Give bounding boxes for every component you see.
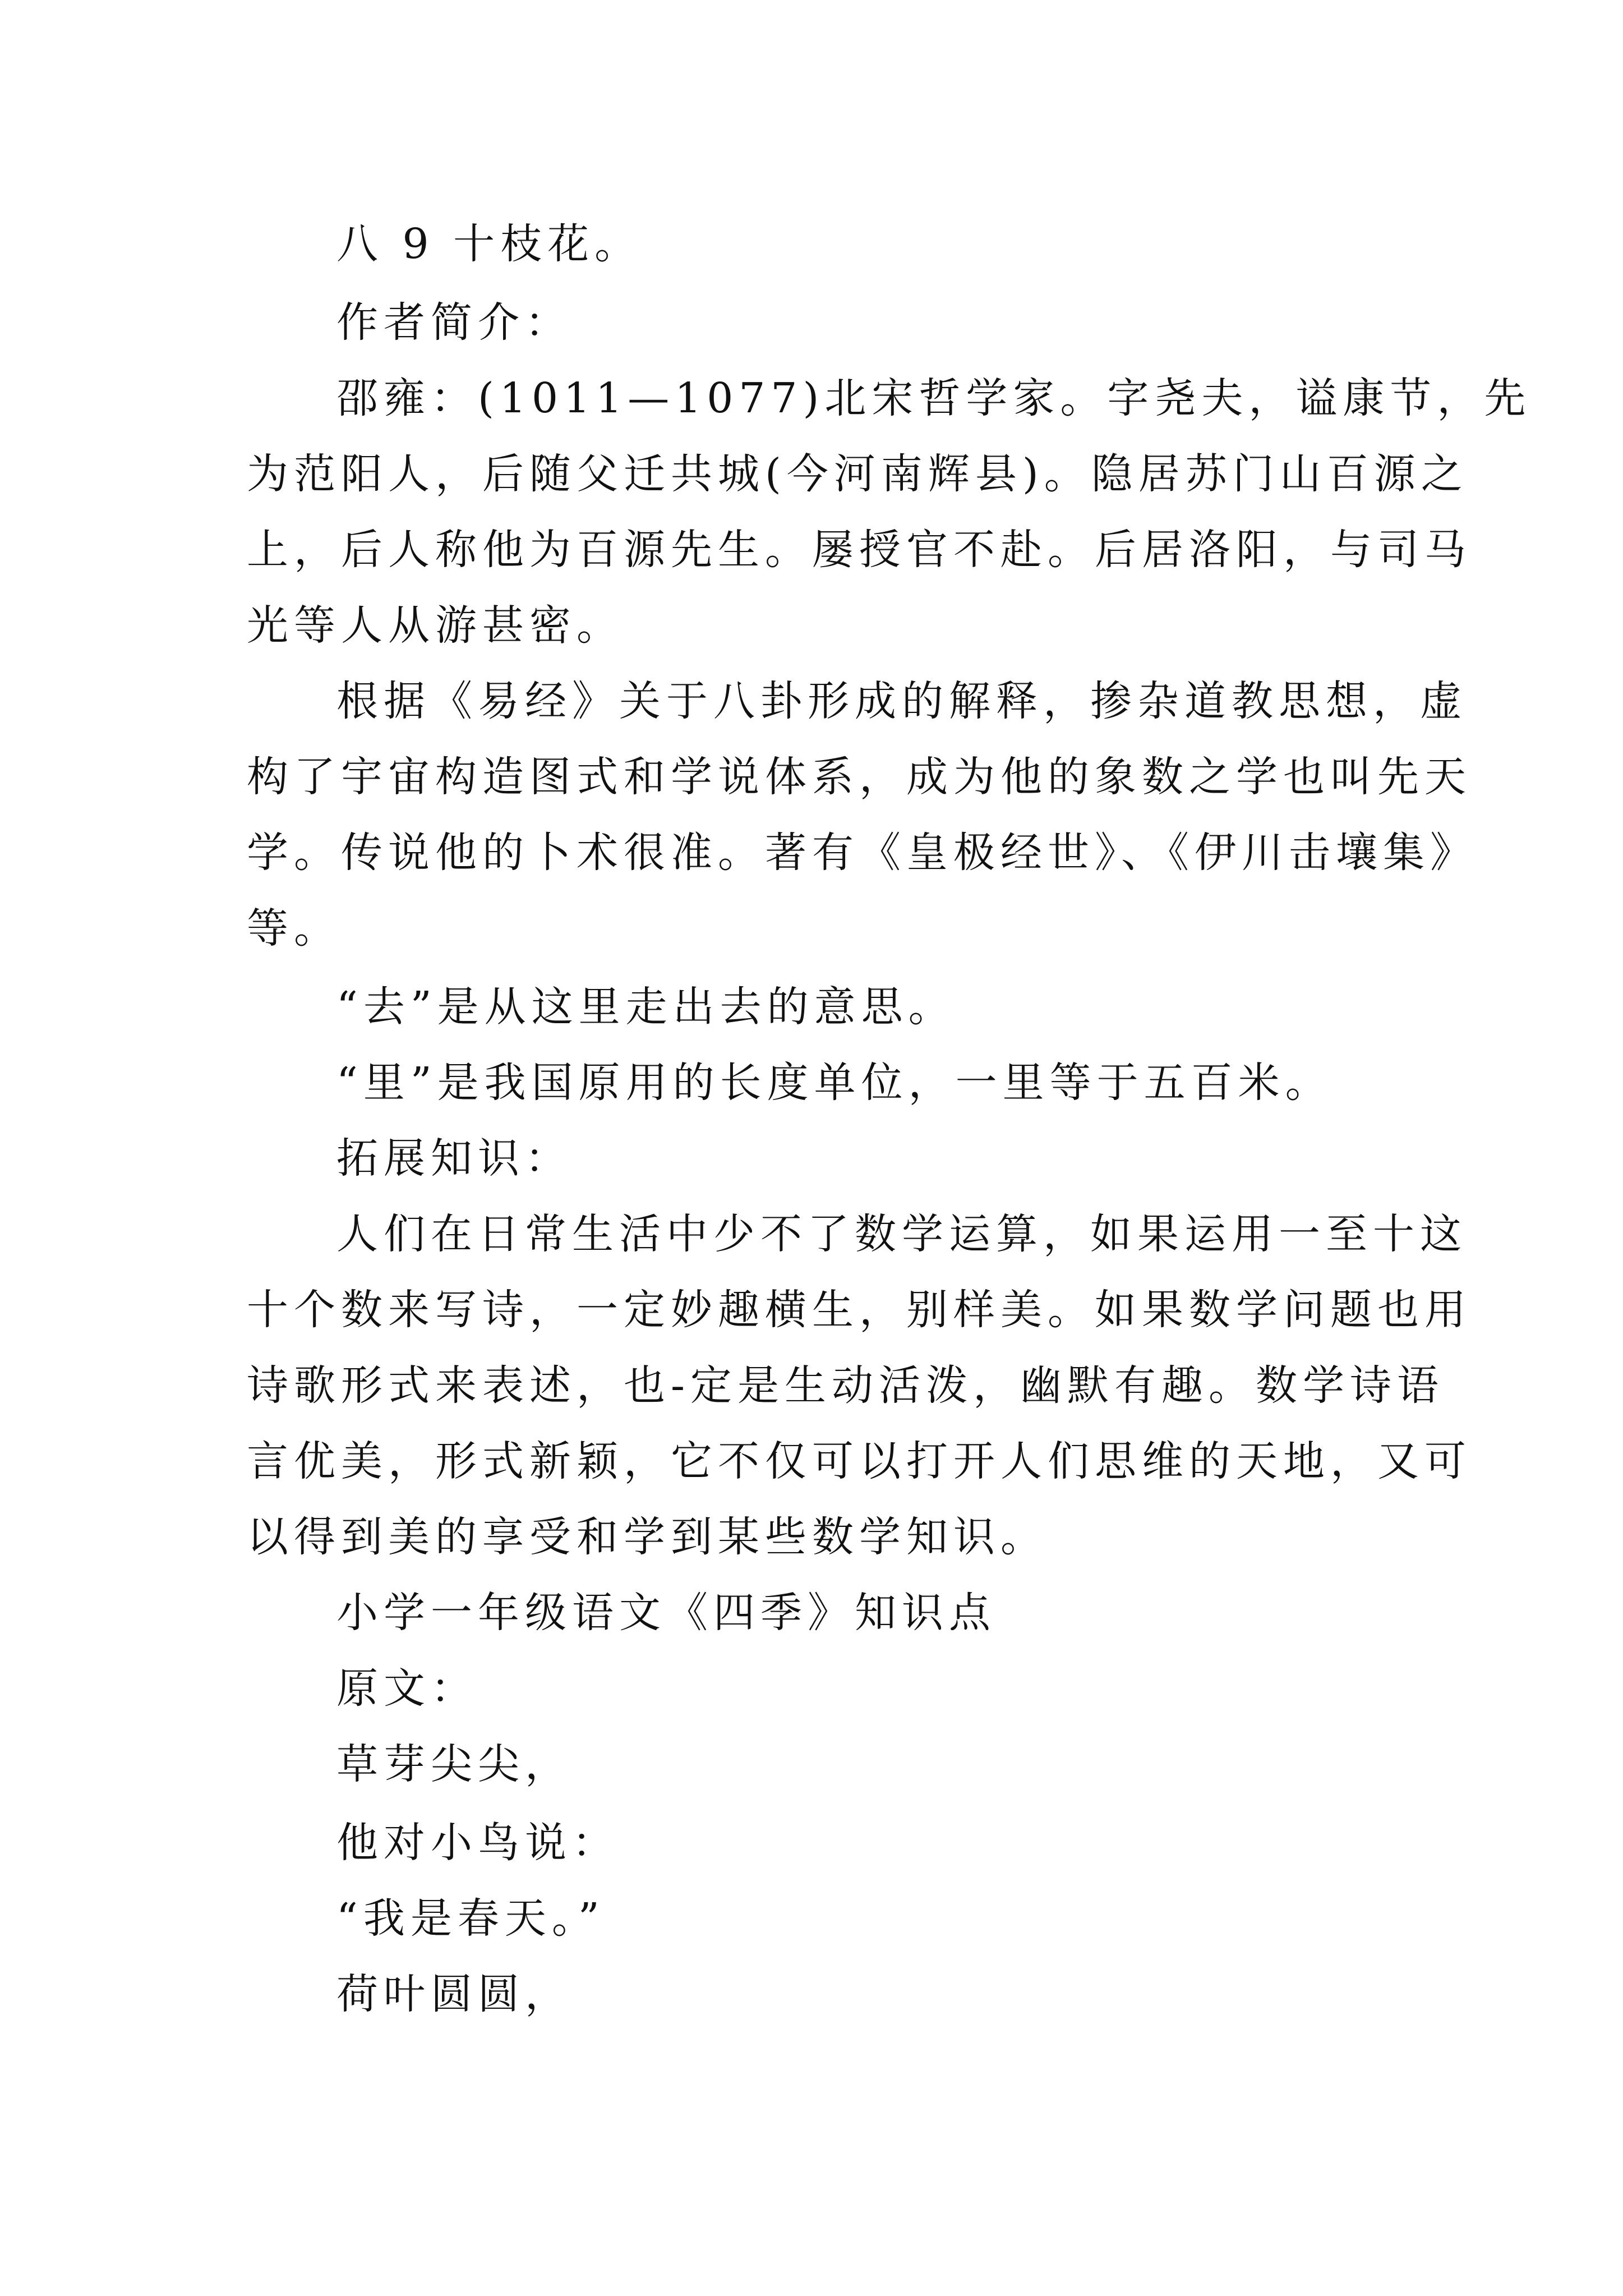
text-line: 等。	[247, 904, 341, 953]
text-line: 诗歌形式来表述，也-定是生动活泼，幽默有趣。数学诗语	[247, 1361, 1445, 1410]
text-line: 光等人从游甚密。	[247, 601, 624, 650]
text-line: “里”是我国原用的长度单位，一里等于五百米。	[336, 1059, 1332, 1107]
text-line: 作者简介：	[336, 298, 572, 347]
text-line: 邵雍：(1011—1077)北宋哲学家。字尧夫，谥康节，先	[336, 374, 1532, 422]
text-line: 十个数来写诗，一定妙趣横生，别样美。如果数学问题也用	[247, 1286, 1472, 1334]
text-line: “去”是从这里走出去的意思。	[336, 983, 956, 1031]
text-line: “我是春天。”	[336, 1894, 605, 1943]
text-line: 人们在日常生活中少不了数学运算，如果运用一至十这	[336, 1210, 1467, 1258]
text-line: 学。传说他的卜术很准。著有《皇极经世》、《伊川击壤集》	[247, 829, 1477, 877]
text-line: 拓展知识：	[336, 1134, 572, 1182]
text-line: 小学一年级语文《四季》知识点	[336, 1589, 996, 1637]
text-line: 为范阳人，后随父迁共城(今河南辉县)。隐居苏门山百源之	[247, 450, 1468, 498]
text-line: 荷叶圆圆，	[336, 1970, 572, 2018]
text-line: 言优美，形式新颖，它不仅可以打开人们思维的天地，又可	[247, 1437, 1472, 1485]
text-line: 上，后人称他为百源先生。屡授官不赴。后居洛阳，与司马	[247, 526, 1472, 574]
text-line: 他对小鸟说：	[336, 1819, 619, 1867]
text-line: 草芽尖尖，	[336, 1740, 572, 1788]
text-line: 原文：	[336, 1664, 478, 1713]
text-line: 八 9 十枝花。	[336, 220, 642, 268]
text-line: 构了宇宙构造图式和学说体系，成为他的象数之学也叫先天	[247, 753, 1472, 801]
text-line: 以得到美的享受和学到某些数学知识。	[247, 1513, 1048, 1561]
text-line: 根据《易经》关于八卦形成的解释，掺杂道教思想，虚	[336, 677, 1467, 725]
